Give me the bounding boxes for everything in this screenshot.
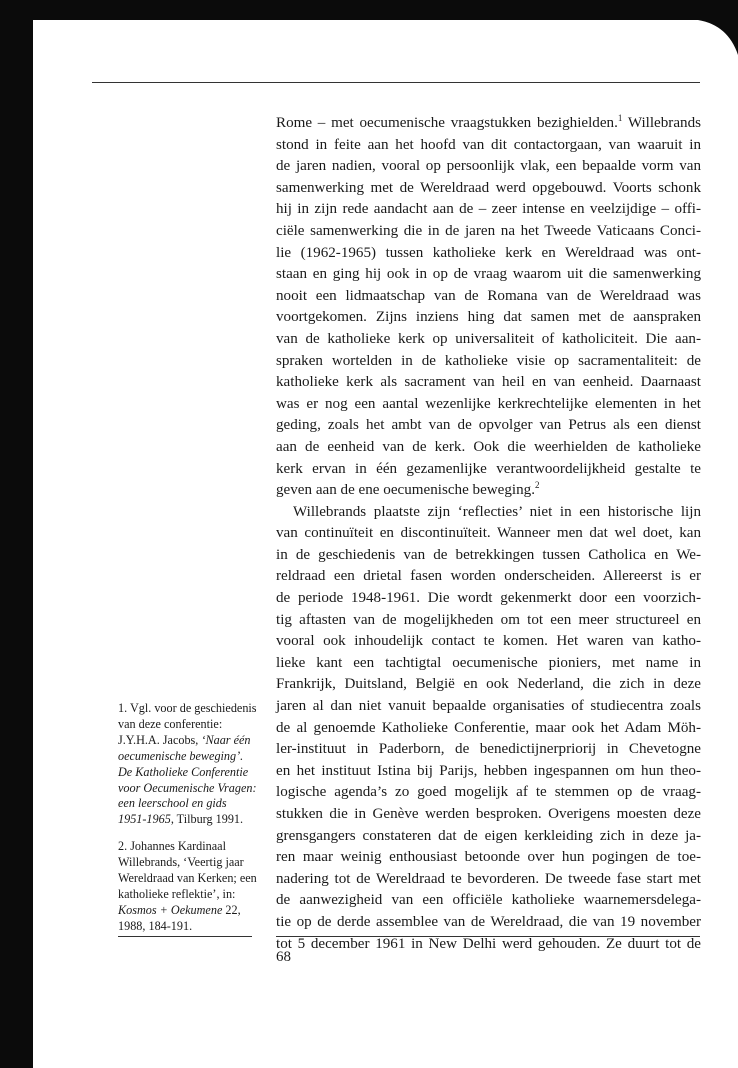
footnote-1 — [118, 701, 263, 828]
text-line: lie (1962-1965) tussen katholieke kerk en Wereldraad was ont- — [276, 244, 701, 261]
text-line: tie op de derde assemblee van de Wereldraad, die van 19 november — [276, 913, 701, 930]
scan-border-top — [0, 0, 738, 20]
text-line: hij in zijn rede aandacht aan de – zeer intense en veelzijdige – offi- — [276, 201, 701, 218]
footnote-2 — [118, 839, 263, 934]
text-line: geding, zoals het ambt van de opvolger van Petrus als een dienst — [276, 417, 701, 434]
text-line: Willebrands plaatste zijn ‘reflecties’ niet in een historische lijn — [293, 503, 701, 520]
text-line: stond in feite aan het hoofd van dit contactorgaan, van waaruit in — [276, 136, 701, 153]
text-line: was er nog een aantal wezenlijke kerkrechtelijke elementen in het — [276, 395, 701, 412]
text-line: nooit een lidmaatschap van de Romana van de Wereldraad was — [276, 287, 701, 304]
footnote-ref-1[interactable]: 1 — [617, 112, 623, 123]
text-line: samenwerking met de Wereldraad werd opgebouwd. Voorts schonk — [276, 179, 701, 196]
footnote-line: van deze conferentie: — [118, 716, 223, 731]
text-line: ren maar weinig enthousiast betoonde over hun pogingen de toe- — [276, 849, 701, 866]
text-line: kerk ervan in één gezamenlijke verantwoordelijkheid gestalte te — [276, 460, 701, 477]
scan-corner-curl — [698, 0, 738, 55]
text-line: de aanwezigheid van een officiële katholieke waarnemersdelega- — [276, 892, 701, 909]
text-line: van de katholieke kerk op universaliteit of katholiciteit. Die aan- — [276, 330, 701, 347]
footnote-line: oecumenische beweging’. — [118, 748, 244, 763]
text-line: ler-instituut in Paderborn, de benedictijnerpriorij in Chevetogne — [276, 741, 701, 758]
text-line: logische agenda’s zo goed mogelijk af te stemmen op de vraag- — [276, 784, 701, 801]
main-text-column — [276, 113, 701, 955]
footnote-line: 1951-1965, Tilburg 1991. — [118, 812, 244, 827]
footnote-line: een leerschool en gids — [118, 796, 227, 811]
footnote-line: Willebrands, ‘Veertig jaar — [118, 855, 244, 870]
text-line: de jaren nadien, vooral op persoonlijk vlak, een bepaalde vorm van — [276, 158, 701, 175]
text-line: ciële samenwerking die in de jaren na het Tweede Vaticaans Conci- — [276, 222, 701, 239]
footnote-line: Kosmos + Oekumene 22, — [118, 902, 241, 917]
text-line: vooral ook inhoudelijk contact te komen. Het waren van katho- — [276, 633, 701, 650]
scan-border-left — [0, 0, 33, 1068]
text-line: aan de eenheid van de kerk. Ook die weerhielden de katholieke — [276, 438, 701, 455]
text-line: in de geschiedenis van de betrekkingen tussen Catholica en We- — [276, 546, 701, 563]
text-line: Frankrijk, Duitsland, België en ook Nederland, die zich in deze — [276, 676, 701, 693]
text-line: Rome – met oecumenische vraagstukken bezighielden.$^1$ Willebrands — [276, 112, 702, 131]
text-line: tot 5 december 1961 in New Delhi werd gehouden. Ze duurt tot de — [276, 935, 701, 952]
text-line: staan en ging hij ook in op de vraag waarom uit die samenwerking — [276, 266, 701, 283]
footnote-ref-2[interactable]: 2 — [535, 480, 540, 491]
footnote-line: 1. Vgl. voor de geschiedenis — [118, 701, 257, 715]
page-number: 68 — [276, 949, 291, 965]
text-line: van continuïteit en discontinuïteit. Wanneer men dat wel doet, kan — [276, 525, 701, 542]
text-line: grensgangers constateren dat de eigen kerkleiding zich in deze ja- — [276, 827, 701, 844]
text-line: en het instituut Istina bij Parijs, hebben ingespannen om hun theo- — [276, 762, 701, 779]
header-rule — [92, 82, 700, 83]
footnote-line: De Katholieke Conferentie — [118, 764, 249, 779]
footnotes-column — [118, 701, 263, 946]
text-line: katholieke kerk als sacrament van heil en van eenheid. Daarnaast — [276, 374, 701, 391]
footnote-line: Wereldraad van Kerken; een — [118, 871, 257, 886]
paragraph-1 — [276, 113, 701, 502]
footer-rule — [276, 936, 700, 937]
footnote-rule — [118, 936, 252, 937]
text-line: de periode 1948-1961. Die wordt gekenmerkt door een voorzich- — [276, 590, 701, 607]
footnote-line: J.Y.H.A. Jacobs, ‘Naar één — [118, 732, 251, 747]
text-line: spraken wortelden in de katholieke visie op sacramentaliteit: de — [276, 352, 701, 369]
text-line: nadering tot de Wereldraad te bevorderen. De tweede fase start met — [276, 870, 701, 887]
paragraph-2 — [276, 502, 701, 955]
text-line: lieke kant een tachtigtal oecumenische pioniers, met name in — [276, 654, 701, 671]
footnote-line: katholieke reflektie’, in: — [118, 886, 236, 901]
footnote-line: 2. Johannes Kardinaal — [118, 839, 226, 854]
footnote-line: 1988, 184-191. — [118, 918, 193, 933]
text-line: geven aan de ene oecumenische beweging.$^2$ — [276, 480, 540, 499]
footnote-line: voor Oecumenische Vragen: — [118, 780, 257, 795]
text-line: tig aftasten van de mogelijkheden om tot een meer structureel en — [276, 611, 701, 628]
text-line: reldraad een drietal fasen worden onderscheiden. Allereerst is er — [276, 568, 701, 585]
text-line: de al genoemde Katholieke Conferentie, maar ook het Adam Möh- — [276, 719, 701, 736]
text-line: stukken die in Genève werden besproken. Overigens moesten deze — [276, 806, 701, 822]
text-line: jaren al dan niet vanuit bepaalde organisaties of studiecentra zoals — [276, 698, 701, 715]
text-line: voortgekomen. Zijns inziens hing dat samen met de aanspraken — [276, 309, 701, 326]
